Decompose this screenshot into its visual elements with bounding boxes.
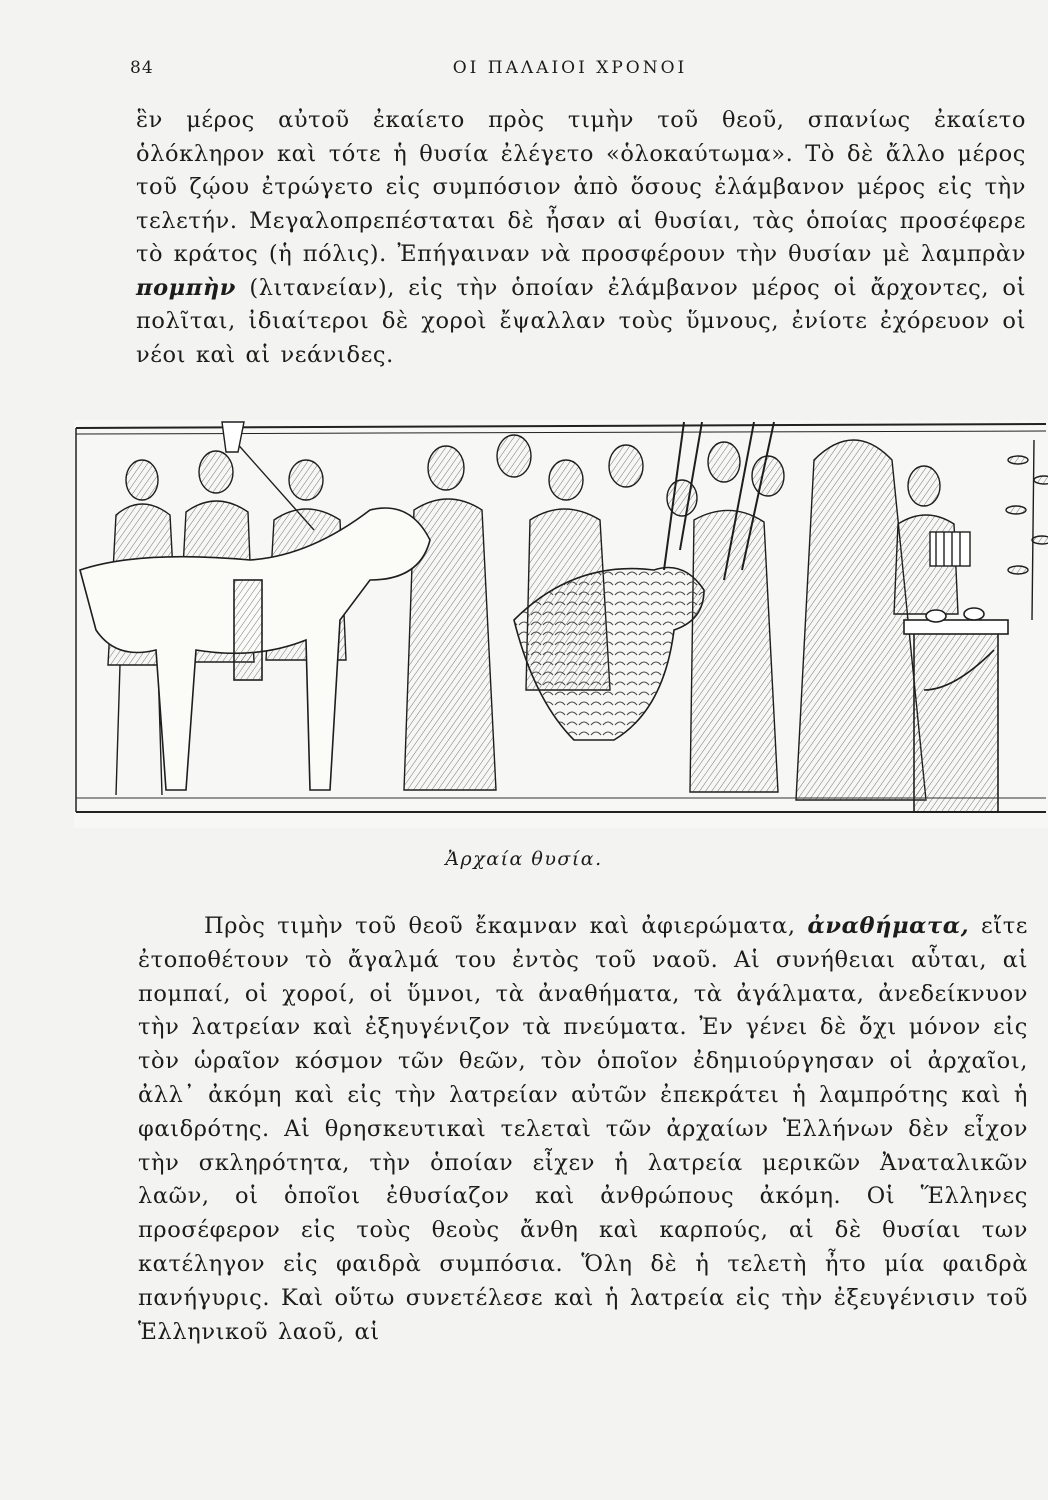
sacrifice-illustration [74,420,1048,828]
page-header [130,58,1010,82]
paragraph-1 [136,104,1026,372]
paragraph-1-text-end: (λιτανείαν), εἰς τὴν ὁποίαν ἐλάμβανον μέρος οἱ ἄρχοντες, οἱ πολῖται, ἰδιαίτεροι δὲ χοροὶ ἔψαλλαν τοὺς ὕμνους, ἐνίοτε ἐχόρευον οἱ νέοι καὶ αἱ νεάνιδες. [136,274,1026,368]
paragraph-2 [138,910,1028,1349]
running-title: ΟΙ ΠΑΛΑΙΟΙ ΧΡΟΝΟΙ [452,58,688,78]
figure-caption: Ἀρχαία θυσία. [445,848,603,870]
relief-engraving [74,420,1048,828]
paragraph-2-text-start: Πρὸς τιμὴν τοῦ θεοῦ ἔκαμναν καὶ ἀφιερώματα, [204,913,796,939]
paragraph-1-emphasis: πομπὴν [136,274,236,301]
paragraph-2-text-end: εἴτε ἐτοποθέτουν τὸ ἄγαλμά του ἐντὸς τοῦ ναοῦ. Αἱ συνήθειαι αὗται, αἱ πομπαί, οἱ χοροί, οἱ ὕμνοι, τὰ ἀναθήματα, τὰ ἀγάλματα, ἀνεδείκνυον τὴν λατρείαν καὶ ἐξηυγένιζον τὰ πνεύματα. Ἐν γένει δὲ ὄχι μόνον εἰς τὸν ὡραῖον κόσμον τῶν θεῶν, τὸν ὁποῖον ἐδημιούργησαν οἱ ἀρχαῖοι, ἀλλ᾽ ἀκόμη καὶ εἰς τὴν λατρείαν αὐτῶν ἐπεκράτει ἡ λαμπρότης καὶ ἡ φαιδρότης. Αἱ θρησκευτικαὶ τελεταὶ τῶν ἀρχαίων Ἑλλήνων δὲν εἶχον τὴν σκληρότητα, τὴν ὁποίαν εἶχεν ἡ λατρεία μερικῶν Ἀναταλικῶν λαῶν, οἱ ὁποῖοι ἐθυσίαζον καὶ ἀνθρώπους ἀκόμη. Οἱ Ἕλληνες προσέφερον εἰς τοὺς θεοὺς ἄνθη καὶ καρπούς, αἱ δὲ θυσίαι των κατέληγον εἰς φαιδρὰ συμπόσια. Ὅλη δὲ ἡ τελετὴ ἦτο μία φαιδρὰ πανήγυρις. Καὶ οὕτω συνετέλεσε καὶ ἡ λατρεία εἰς τὴν ἐξευγένισιν τοῦ Ἑλληνικοῦ λαοῦ, αἱ [138,913,1028,1345]
altar [904,608,1008,812]
page-number: 84 [130,58,154,78]
paragraph-1-text-start: ἓν μέρος αὐτοῦ ἐκαίετο πρὸς τιμὴν τοῦ θεοῦ, σπανίως ἐκαίετο ὁλόκληρον καὶ τότε ἡ θυσία ἐλέγετο «ὁλοκαύτωμα». Τὸ δὲ ἄλλο μέρος τοῦ ζῴου ἐτρώγετο εἰς συμπόσιον ἀπὸ ὅσους ἐλάμβανον μέρος εἰς τὴν τελετήν. Μεγαλοπρεπέσταται δὲ ἦσαν αἱ θυσίαι, τὰς ὁποίας προσέφερε τὸ κράτος (ἡ πόλις). Ἐπήγαιναν νὰ προσφέρουν τὴν θυσίαν μὲ λαμπρὰν [136,107,1026,267]
paragraph-2-emphasis: ἀναθήματα, [807,913,970,939]
